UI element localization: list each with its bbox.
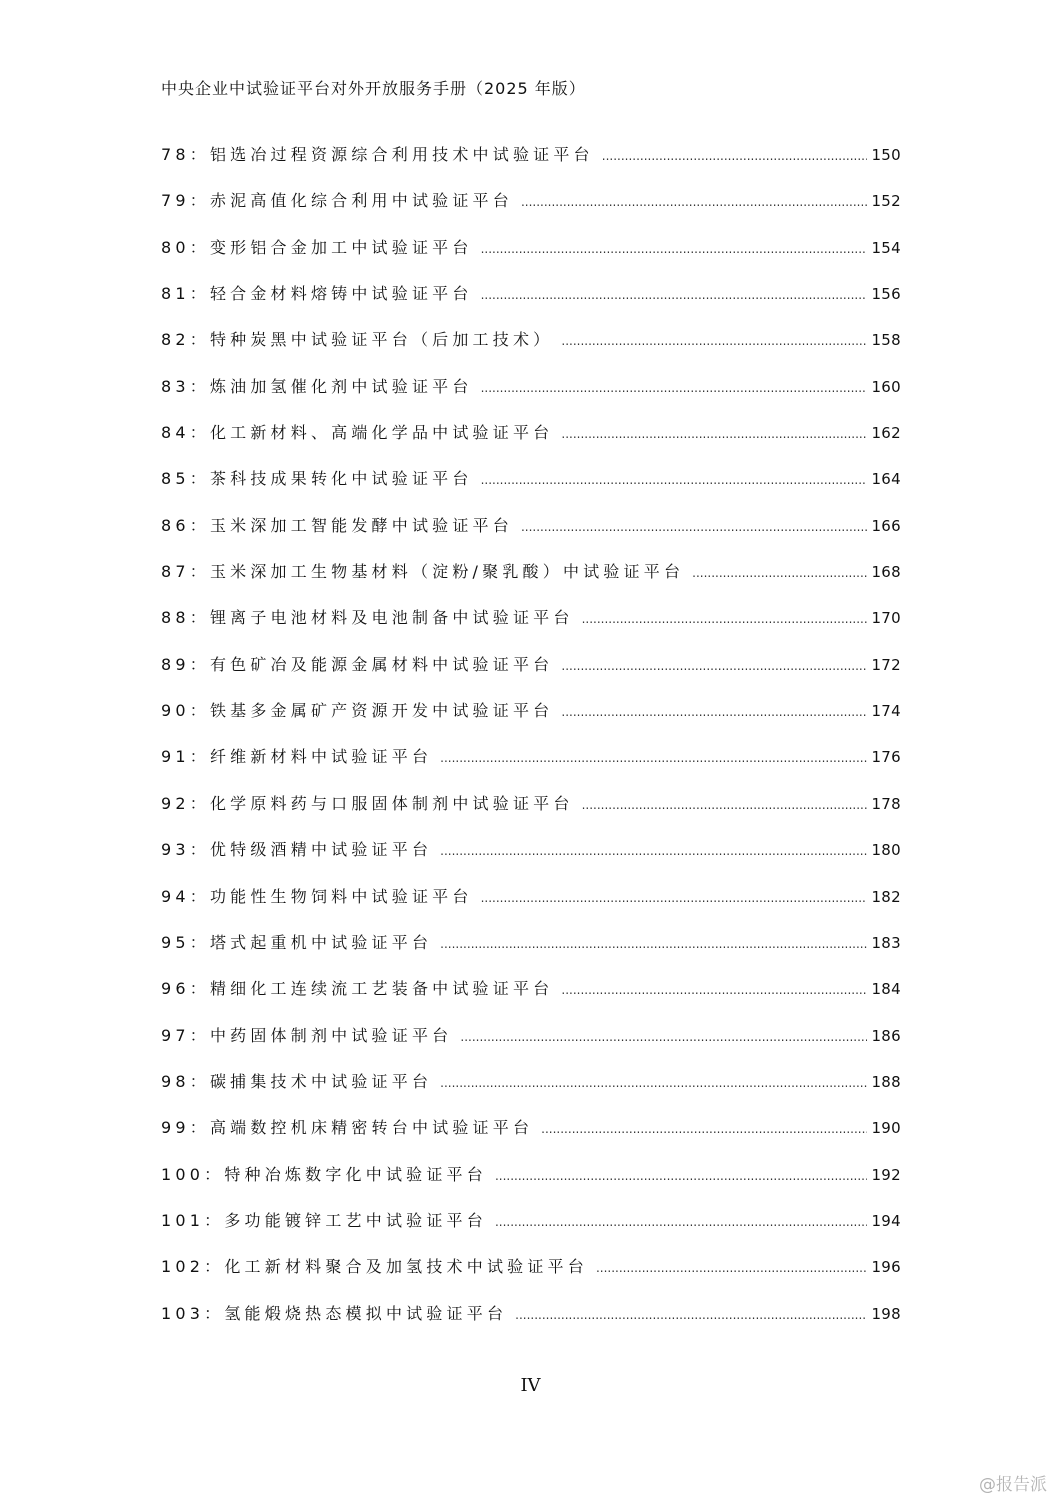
- toc-entry-page: 194: [871, 1211, 901, 1230]
- running-header: 中央企业中试验证平台对外开放服务手册（2025 年版）: [161, 79, 586, 98]
- toc-entry-title: 101：多功能镀锌工艺中试验证平台: [161, 1210, 487, 1230]
- dot-leader: [481, 242, 868, 256]
- dot-leader: [521, 195, 868, 209]
- table-of-contents: [161, 142, 901, 1347]
- dot-leader: [596, 1261, 868, 1275]
- toc-entry-page: 180: [871, 841, 901, 860]
- toc-entry[interactable]: [161, 884, 901, 930]
- dot-leader: [561, 427, 867, 441]
- dot-leader: [582, 798, 868, 812]
- toc-entry[interactable]: [161, 698, 901, 744]
- toc-entry-title: 81：轻合金材料熔铸中试验证平台: [161, 284, 473, 304]
- dot-leader: [481, 381, 868, 395]
- toc-entry-page: 164: [871, 470, 901, 489]
- toc-entry-title: 84：化工新材料、高端化学品中试验证平台: [161, 423, 554, 443]
- dot-leader: [521, 520, 868, 534]
- toc-entry-title: 100：特种冶炼数字化中试验证平台: [161, 1164, 487, 1184]
- dot-leader: [440, 1076, 867, 1090]
- toc-entry-title: 102：化工新材料聚合及加氢技术中试验证平台: [161, 1257, 588, 1277]
- watermark: @报告派: [979, 1475, 1047, 1495]
- toc-entry[interactable]: [161, 605, 901, 651]
- toc-entry-page: 154: [871, 238, 901, 257]
- toc-entry-page: 182: [871, 887, 901, 906]
- toc-entry[interactable]: [161, 837, 901, 883]
- toc-entry[interactable]: [161, 513, 901, 559]
- toc-entry-page: 158: [871, 331, 901, 350]
- toc-entry-title: 94：功能性生物饲料中试验证平台: [161, 886, 473, 906]
- dot-leader: [602, 149, 868, 163]
- toc-entry-page: 174: [871, 702, 901, 721]
- toc-entry-title: 78：铝选冶过程资源综合利用技术中试验证平台: [161, 145, 594, 164]
- dot-leader: [561, 983, 867, 997]
- toc-entry[interactable]: [161, 744, 901, 790]
- toc-entry[interactable]: [161, 1162, 901, 1208]
- toc-entry[interactable]: [161, 1115, 901, 1161]
- dot-leader: [541, 1122, 867, 1136]
- toc-entry-page: 196: [871, 1258, 901, 1277]
- toc-entry[interactable]: [161, 976, 901, 1022]
- toc-entry-page: 192: [871, 1165, 901, 1184]
- dot-leader: [495, 1215, 868, 1229]
- dot-leader: [561, 334, 867, 348]
- toc-entry-page: 172: [871, 655, 901, 674]
- dot-leader: [440, 844, 867, 858]
- toc-entry[interactable]: [161, 930, 901, 976]
- dot-leader: [481, 473, 868, 487]
- toc-entry-title: 85：茶科技成果转化中试验证平台: [161, 469, 473, 489]
- toc-entry-title: 90：铁基多金属矿产资源开发中试验证平台: [161, 701, 554, 721]
- toc-entry-page: 168: [871, 563, 901, 582]
- toc-entry-title: 96：精细化工连续流工艺装备中试验证平台: [161, 979, 554, 999]
- toc-entry-page: 176: [871, 748, 901, 767]
- dot-leader: [561, 705, 867, 719]
- toc-entry[interactable]: [161, 142, 901, 188]
- toc-entry-title: 92：化学原料药与口服固体制剂中试验证平台: [161, 793, 574, 813]
- toc-entry-title: 83：炼油加氢催化剂中试验证平台: [161, 376, 473, 396]
- toc-entry[interactable]: [161, 1208, 901, 1254]
- toc-entry-page: 162: [871, 424, 901, 443]
- dot-leader: [561, 659, 867, 673]
- toc-entry[interactable]: [161, 466, 901, 512]
- toc-entry-title: 80：变形铝合金加工中试验证平台: [161, 237, 473, 257]
- dot-leader: [481, 288, 868, 302]
- dot-leader: [692, 566, 867, 580]
- dot-leader: [481, 891, 868, 905]
- toc-entry-title: 103：氢能煅烧热态模拟中试验证平台: [161, 1303, 508, 1323]
- toc-entry[interactable]: [161, 559, 901, 605]
- toc-entry[interactable]: [161, 1023, 901, 1069]
- toc-entry[interactable]: [161, 420, 901, 466]
- toc-entry-title: 86：玉米深加工智能发酵中试验证平台: [161, 515, 513, 535]
- toc-entry-title: 95：塔式起重机中试验证平台: [161, 932, 433, 952]
- toc-entry-page: 166: [871, 516, 901, 535]
- page-number: IV: [520, 1375, 541, 1396]
- toc-entry-title: 82：特种炭黑中试验证平台（后加工技术）: [161, 330, 554, 350]
- toc-entry-title: 97：中药固体制剂中试验证平台: [161, 1025, 453, 1045]
- toc-entry[interactable]: [161, 327, 901, 373]
- dot-leader: [440, 751, 867, 765]
- toc-entry[interactable]: [161, 1301, 901, 1347]
- toc-entry-page: 183: [871, 933, 901, 952]
- toc-entry-page: 156: [871, 285, 901, 304]
- toc-entry[interactable]: [161, 652, 901, 698]
- toc-entry-page: 184: [871, 980, 901, 999]
- toc-entry-page: 150: [871, 146, 901, 164]
- toc-entry-title: 79：赤泥高值化综合利用中试验证平台: [161, 191, 513, 211]
- toc-entry-page: 188: [871, 1072, 901, 1091]
- toc-entry[interactable]: [161, 235, 901, 281]
- toc-entry[interactable]: [161, 1069, 901, 1115]
- toc-entry-page: 190: [871, 1119, 901, 1138]
- toc-entry-title: 88：锂离子电池材料及电池制备中试验证平台: [161, 608, 574, 628]
- toc-entry[interactable]: [161, 281, 901, 327]
- toc-entry-title: 89：有色矿冶及能源金属材料中试验证平台: [161, 654, 554, 674]
- toc-entry[interactable]: [161, 188, 901, 234]
- toc-entry-page: 160: [871, 377, 901, 396]
- dot-leader: [440, 937, 867, 951]
- toc-entry-page: 178: [871, 794, 901, 813]
- toc-entry[interactable]: [161, 791, 901, 837]
- toc-entry-title: 93：优特级酒精中试验证平台: [161, 840, 433, 860]
- dot-leader: [495, 1169, 868, 1183]
- toc-entry-title: 91：纤维新材料中试验证平台: [161, 747, 433, 767]
- dot-leader: [515, 1308, 867, 1322]
- toc-entry-title: 98：碳捕集技术中试验证平台: [161, 1071, 433, 1091]
- dot-leader: [460, 1030, 867, 1044]
- toc-entry-title: 87：玉米深加工生物基材料（淀粉/聚乳酸）中试验证平台: [161, 562, 685, 582]
- toc-entry-page: 198: [871, 1304, 901, 1323]
- toc-entry-page: 186: [871, 1026, 901, 1045]
- toc-entry-page: 170: [871, 609, 901, 628]
- toc-entry-title: 99：高端数控机床精密转台中试验证平台: [161, 1118, 534, 1138]
- dot-leader: [582, 612, 868, 626]
- toc-entry[interactable]: [161, 374, 901, 420]
- toc-entry[interactable]: [161, 1254, 901, 1300]
- toc-entry-page: 152: [871, 192, 901, 211]
